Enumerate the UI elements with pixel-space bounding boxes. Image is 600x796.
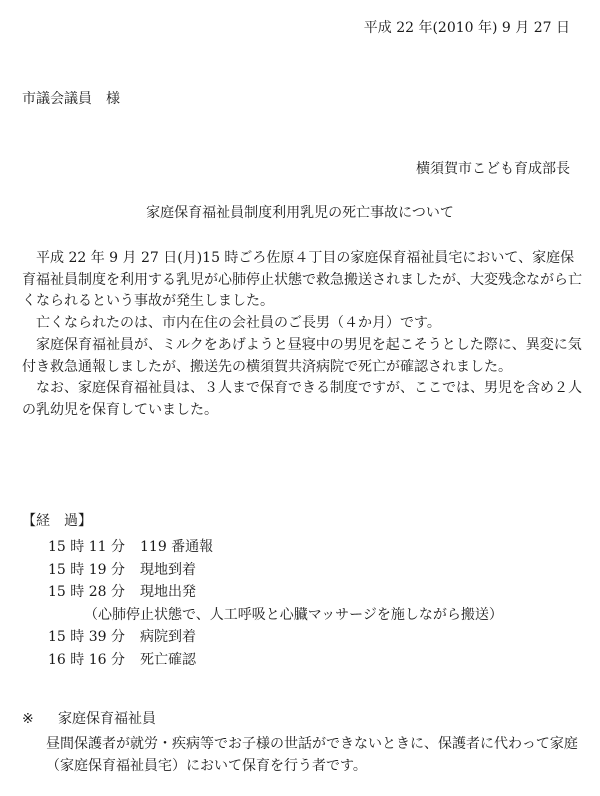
timeline-time: 15 時 39 分 [48,629,125,645]
timeline-event: 死亡確認 [140,651,196,668]
timeline-row [22,536,592,559]
body-paragraph: 平成 22 年 9 月 27 日(月)15 時ごろ佐原４丁目の家庭保育福祉員宅において、家庭保育福祉員制度を利用する乳児が心肺停止状態で救急搬送されましたが、大変残念ながら亡くなられるという事故が発生しました。 [22,250,582,310]
footnote-definition: 昼間保護者が就労・疾病等でお子様の世話ができないときに、保護者に代わって家庭（家庭保育福祉員宅）において保育を行う者です。 [46,736,578,774]
timeline-time: 16 時 16 分 [48,651,125,668]
timeline-section [22,510,592,671]
timeline-event: 119 番通報 [140,539,214,555]
footnote-term: 家庭保育福祉員 [58,711,156,727]
timeline-row [22,649,592,672]
body-paragraph: 亡くなられたのは、市内在住の会社員のご長男（４か月）です。 [22,315,441,332]
timeline-time: 15 時 19 分 [48,561,125,578]
timeline-row [22,581,592,604]
timeline-row [22,626,592,649]
body-paragraph: なお、家庭保育福祉員は、３人まで保育できる制度ですが、ここでは、男児を含め２人の乳幼児を保育していました。 [22,380,582,418]
timeline-time: 15 時 11 分 [48,539,125,555]
timeline-heading: 【経 過】 [22,513,92,529]
timeline-note: （心肺停止状態で、人工呼吸と心臓マッサージを施しながら搬送） [84,606,503,623]
timeline-time: 15 時 28 分 [48,584,125,600]
body-paragraph: 家庭保育福祉員が、ミルクをあげようと昼寝中の男児を起こそうとした際に、異変に気付き救急通報しましたが、搬送先の横須賀共済病院で死亡が確認されました。 [22,336,582,375]
footnote-mark: ※ [22,711,34,727]
sender: 横須賀市こども育成部長 [416,161,570,177]
document-title: 家庭保育福祉員制度利用乳児の死亡事故について [146,205,454,221]
timeline-event: 現地到着 [140,561,196,578]
timeline-row [22,559,592,582]
timeline-event: 現地出発 [140,584,196,600]
document-date: 平成 22 年(2010 年) 9 月 27 日 [363,20,570,36]
body-text [22,248,582,422]
addressee: 市議会議員 様 [22,91,120,107]
footnote-heading [22,708,582,730]
footnote [22,708,582,777]
timeline-event: 病院到着 [140,629,196,645]
